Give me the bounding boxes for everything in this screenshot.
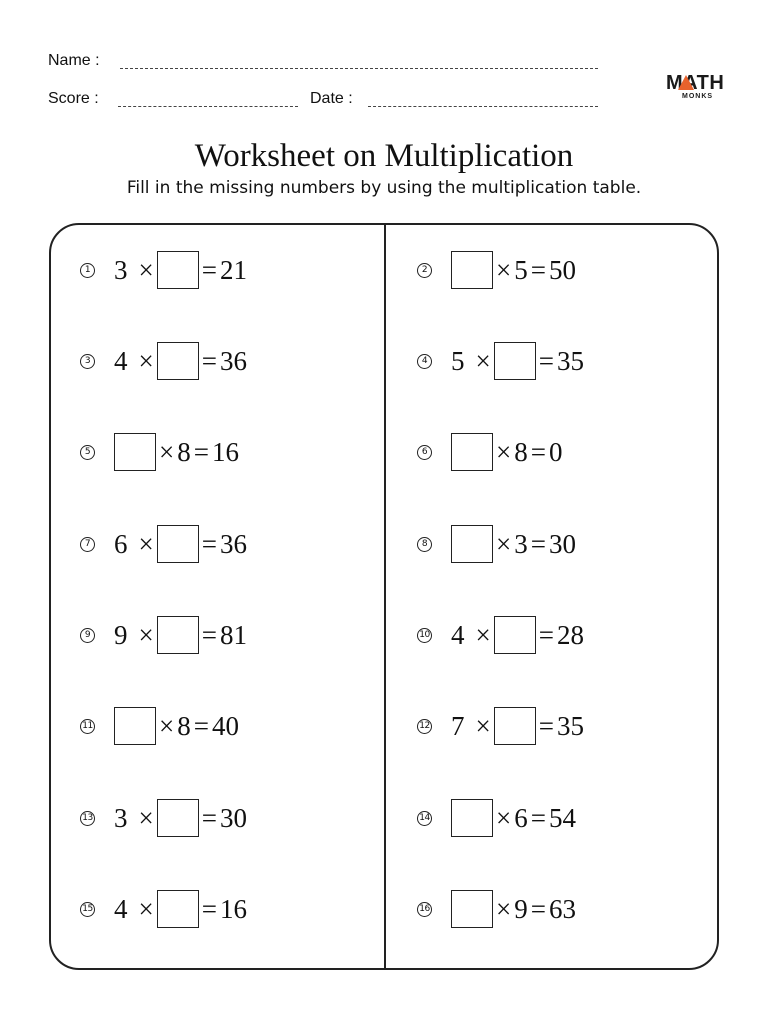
answer-box[interactable] xyxy=(451,433,493,471)
product-value: 35 xyxy=(556,345,584,376)
problem-number: 16 xyxy=(417,902,432,917)
times-symbol: × xyxy=(138,254,154,285)
product-value: 81 xyxy=(219,619,247,650)
answer-box[interactable] xyxy=(494,707,536,745)
product-value: 16 xyxy=(211,436,239,467)
times-symbol: × xyxy=(475,619,491,650)
second-factor: 8 xyxy=(177,436,191,467)
problem-item xyxy=(80,431,370,473)
problem-number: 1 xyxy=(80,263,95,278)
name-label: Name : xyxy=(48,52,100,69)
problem-item xyxy=(417,340,707,382)
equals-symbol: = xyxy=(193,710,209,741)
problem-number: 5 xyxy=(80,445,95,460)
problem-number: 9 xyxy=(80,628,95,643)
times-symbol: × xyxy=(159,710,175,741)
equals-symbol: = xyxy=(201,528,217,559)
problem-item xyxy=(417,523,707,565)
problem-number: 6 xyxy=(417,445,432,460)
answer-box[interactable] xyxy=(157,525,199,563)
problem-item xyxy=(417,797,707,839)
product-value: 63 xyxy=(548,893,576,924)
problem-number: 10 xyxy=(417,628,432,643)
equals-symbol: = xyxy=(538,345,554,376)
answer-box[interactable] xyxy=(451,525,493,563)
product-value: 35 xyxy=(556,710,584,741)
product-value: 21 xyxy=(219,254,247,285)
problem-number: 4 xyxy=(417,354,432,369)
times-symbol: × xyxy=(138,802,154,833)
equals-symbol: = xyxy=(530,254,546,285)
times-symbol: × xyxy=(496,254,512,285)
problem-number: 2 xyxy=(417,263,432,278)
date-label: Date : xyxy=(310,90,353,107)
times-symbol: × xyxy=(496,893,512,924)
logo-triangle-icon xyxy=(678,75,694,90)
product-value: 54 xyxy=(548,802,576,833)
problem-item xyxy=(80,249,370,291)
answer-box[interactable] xyxy=(157,890,199,928)
answer-box[interactable] xyxy=(494,616,536,654)
product-value: 28 xyxy=(556,619,584,650)
times-symbol: × xyxy=(496,802,512,833)
problem-number: 7 xyxy=(80,537,95,552)
product-value: 36 xyxy=(219,345,247,376)
answer-box[interactable] xyxy=(451,890,493,928)
problem-number: 3 xyxy=(80,354,95,369)
problem-item xyxy=(417,614,707,656)
date-field-line[interactable] xyxy=(368,106,598,107)
first-factor: 4 xyxy=(114,345,128,376)
product-value: 40 xyxy=(211,710,239,741)
times-symbol: × xyxy=(496,528,512,559)
first-factor: 6 xyxy=(114,528,128,559)
first-factor: 9 xyxy=(114,619,128,650)
first-factor: 5 xyxy=(451,345,465,376)
first-factor: 7 xyxy=(451,710,465,741)
equals-symbol: = xyxy=(530,436,546,467)
equals-symbol: = xyxy=(530,528,546,559)
equals-symbol: = xyxy=(201,345,217,376)
second-factor: 8 xyxy=(514,436,528,467)
times-symbol: × xyxy=(159,436,175,467)
product-value: 36 xyxy=(219,528,247,559)
second-factor: 6 xyxy=(514,802,528,833)
problem-number: 15 xyxy=(80,902,95,917)
equals-symbol: = xyxy=(530,893,546,924)
problem-item xyxy=(80,888,370,930)
answer-box[interactable] xyxy=(494,342,536,380)
answer-box[interactable] xyxy=(114,707,156,745)
answer-box[interactable] xyxy=(157,616,199,654)
math-monks-logo xyxy=(666,72,724,104)
problem-number: 11 xyxy=(80,719,95,734)
problem-item xyxy=(80,340,370,382)
times-symbol: × xyxy=(138,619,154,650)
logo-wordmark: MATH xyxy=(666,72,725,94)
product-value: 30 xyxy=(548,528,576,559)
score-label: Score : xyxy=(48,90,99,107)
problem-item xyxy=(80,705,370,747)
first-factor: 4 xyxy=(451,619,465,650)
product-value: 0 xyxy=(548,436,563,467)
score-field-line[interactable] xyxy=(118,106,298,107)
equals-symbol: = xyxy=(201,893,217,924)
second-factor: 3 xyxy=(514,528,528,559)
equals-symbol: = xyxy=(538,710,554,741)
second-factor: 8 xyxy=(177,710,191,741)
problem-item xyxy=(417,249,707,291)
times-symbol: × xyxy=(138,528,154,559)
answer-box[interactable] xyxy=(451,251,493,289)
problem-number: 8 xyxy=(417,537,432,552)
answer-box[interactable] xyxy=(157,251,199,289)
logo-subtext: MONKS xyxy=(682,93,714,100)
instructions: Fill in the missing numbers by using the multiplication table. xyxy=(126,178,642,198)
first-factor: 3 xyxy=(114,802,128,833)
name-field-line[interactable] xyxy=(120,68,598,69)
product-value: 30 xyxy=(219,802,247,833)
answer-box[interactable] xyxy=(114,433,156,471)
times-symbol: × xyxy=(475,345,491,376)
second-factor: 5 xyxy=(514,254,528,285)
times-symbol: × xyxy=(496,436,512,467)
second-factor: 9 xyxy=(514,893,528,924)
equals-symbol: = xyxy=(530,802,546,833)
equals-symbol: = xyxy=(201,619,217,650)
product-value: 50 xyxy=(548,254,576,285)
product-value: 16 xyxy=(219,893,247,924)
problem-item xyxy=(417,888,707,930)
column-divider xyxy=(384,224,386,969)
equals-symbol: = xyxy=(201,254,217,285)
answer-box[interactable] xyxy=(157,799,199,837)
problem-item xyxy=(417,431,707,473)
times-symbol: × xyxy=(138,893,154,924)
times-symbol: × xyxy=(138,345,154,376)
equals-symbol: = xyxy=(193,436,209,467)
problem-item xyxy=(80,614,370,656)
problem-number: 14 xyxy=(417,811,432,826)
problem-item xyxy=(417,705,707,747)
problem-number: 12 xyxy=(417,719,432,734)
first-factor: 3 xyxy=(114,254,128,285)
equals-symbol: = xyxy=(201,802,217,833)
problem-item xyxy=(80,523,370,565)
problem-item xyxy=(80,797,370,839)
problem-number: 13 xyxy=(80,811,95,826)
equals-symbol: = xyxy=(538,619,554,650)
answer-box[interactable] xyxy=(451,799,493,837)
page-title: Worksheet on Multiplication xyxy=(194,138,574,174)
answer-box[interactable] xyxy=(157,342,199,380)
first-factor: 4 xyxy=(114,893,128,924)
times-symbol: × xyxy=(475,710,491,741)
